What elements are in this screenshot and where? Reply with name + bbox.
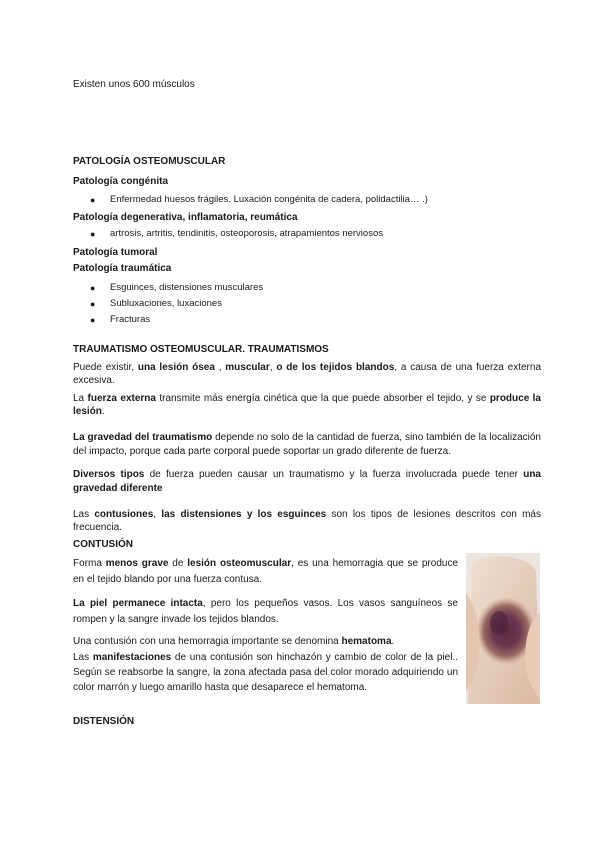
- heading-degenerativa: Patología degenerativa, inflamatoria, reumática: [73, 212, 298, 223]
- list-item: ● artrosis, artritis, tendinitis, osteoporosis, atrapamientos nerviosos: [90, 226, 383, 242]
- paragraph-contusion-1: Forma menos grave de lesión osteomuscular, es una hemorragia que se produce en el tejido blando por una fuerza contusa.: [73, 558, 459, 585]
- paragraph-contusion-3: Una contusión con una hemorragia importante se denomina hematoma.: [73, 636, 395, 647]
- paragraph-traumatismo-2: La fuerza externa transmite más energía cinética que la que puede absorber el tejido, y se produce la lesión.: [73, 393, 541, 417]
- list-item: ● Fracturas: [90, 312, 263, 328]
- intro-text: Existen unos 600 músculos: [73, 79, 195, 90]
- list-item: ● Subluxaciones, luxaciones: [90, 296, 263, 312]
- bullet-icon: ●: [90, 315, 96, 325]
- section-title-traumatismo: TRAUMATISMO OSTEOMUSCULAR. TRAUMATISMOS: [73, 344, 329, 355]
- paragraph-traumatismo-5: Las contusiones, las distensiones y los esguinces son los tipos de lesiones descritos con más frecuencia.: [73, 509, 541, 533]
- bullet-icon: ●: [90, 283, 96, 293]
- section-title-contusion: CONTUSIÓN: [73, 539, 133, 550]
- list-item: ● Enfermedad huesos frágiles. Luxación congénita de cadera, polidactilia… .): [90, 192, 428, 208]
- bullet-icon: ●: [90, 229, 96, 239]
- paragraph-contusion-2: La piel permanece intacta, pero los pequeños vasos. Los vasos sanguíneos se rompen y la sangre invade los tejidos blandos.: [73, 598, 458, 625]
- heading-tumoral: Patología tumoral: [73, 247, 158, 258]
- paragraph-traumatismo-4: Diversos tipos de fuerza pueden causar un traumatismo y la fuerza involucrada puede tener una gravedad diferente: [73, 469, 541, 494]
- paragraph-traumatismo-3: La gravedad del traumatismo depende no solo de la cantidad de fuerza, sino también de la localización del impacto, porque cada parte corporal puede soportar un grado diferente de fuerza.: [73, 432, 541, 457]
- paragraph-traumatismo-1: Puede existir, una lesión ósea , muscular, o de los tejidos blandos, a causa de una fuerza externa excesiva.: [73, 362, 542, 386]
- heading-traumatica: Patología traumática: [73, 263, 172, 274]
- list-item: ● Esguinces, distensiones musculares: [90, 280, 263, 296]
- heading-congenita: Patología congénita: [73, 176, 169, 187]
- list-degenerativa: [90, 226, 383, 242]
- bullet-icon: ●: [90, 299, 96, 309]
- bruise-photo: [466, 553, 540, 704]
- paragraph-contusion-4: Las manifestaciones de una contusión son hinchazón y cambio de color de la piel.. Según se reabsorbe la sangre, la zona afectada pasa del color morado adquiriendo un color marrón y luego amarillo hasta que desaparece el hematoma.: [73, 652, 458, 693]
- list-traumatica: [90, 280, 263, 328]
- section-title-patologia: PATOLOGÍA OSTEOMUSCULAR: [73, 156, 226, 167]
- list-congenita: [90, 192, 428, 208]
- section-title-distension: DISTENSIÓN: [73, 716, 135, 727]
- bullet-icon: ●: [90, 195, 96, 205]
